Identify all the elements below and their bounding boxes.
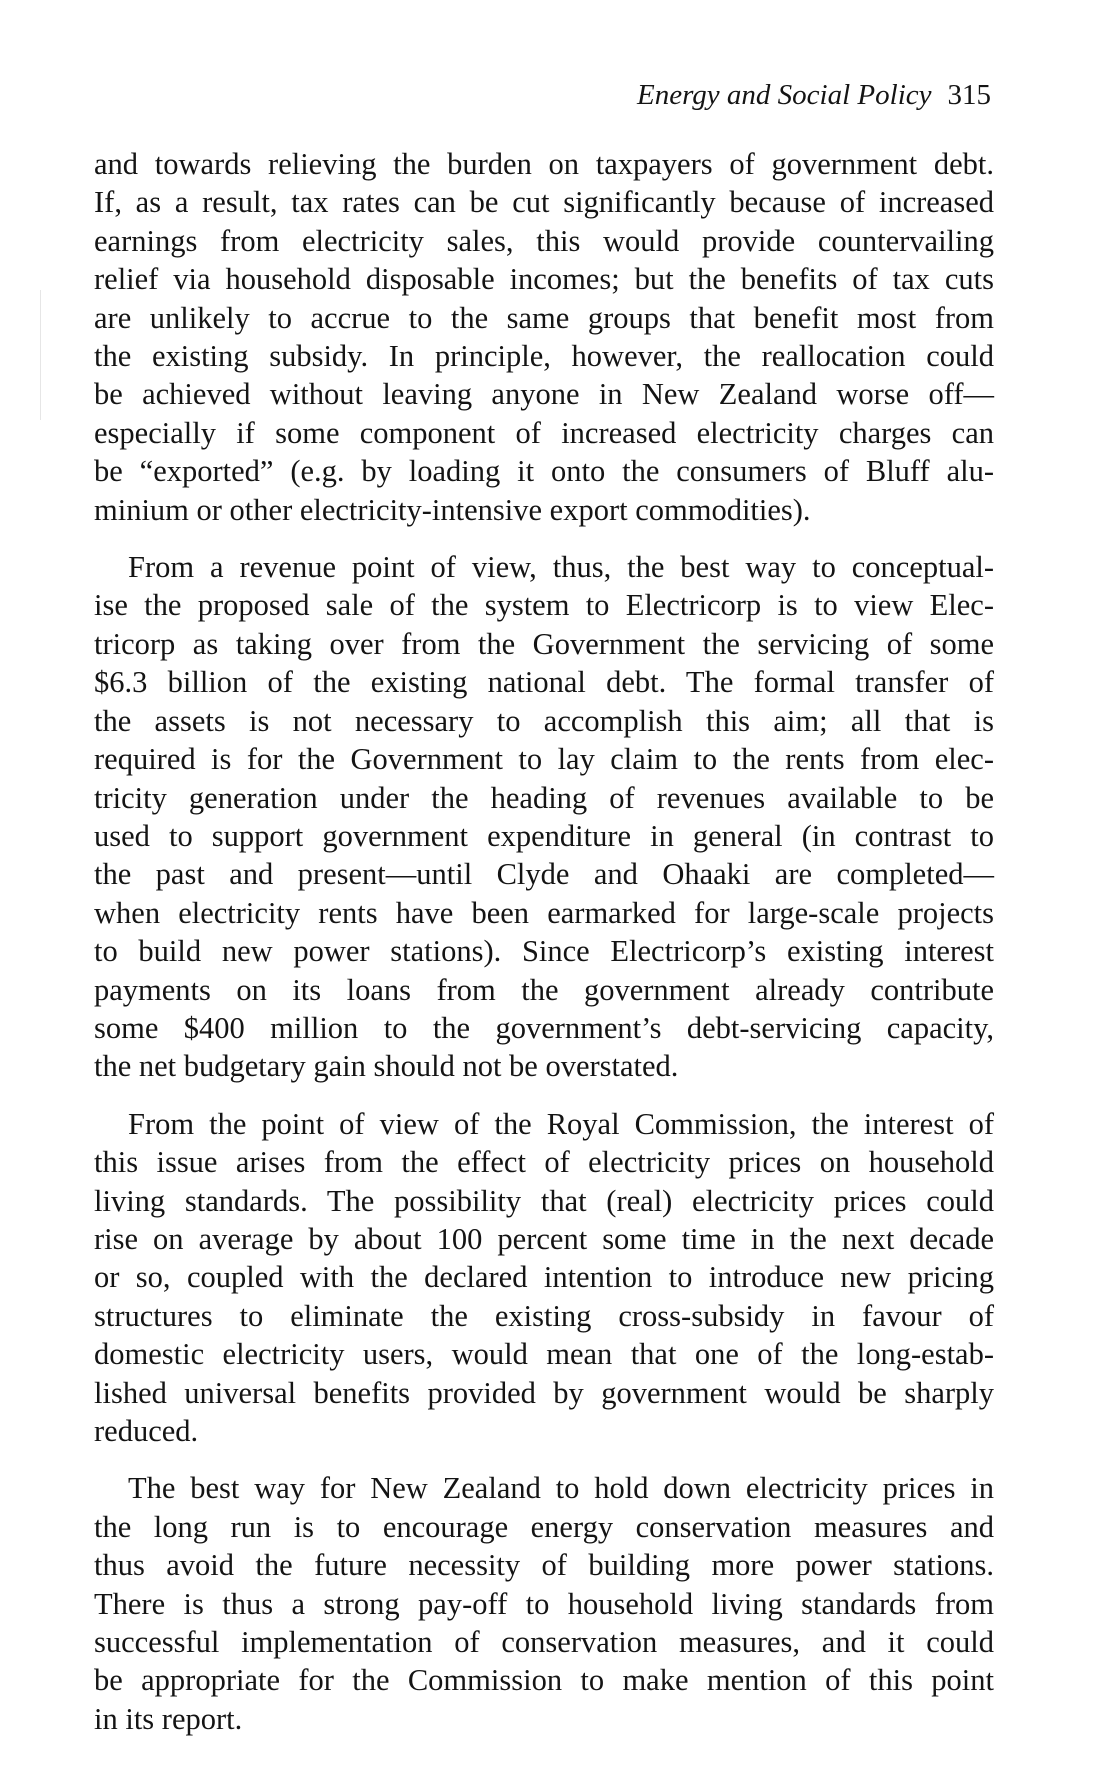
paragraph-line: the past and present—until Clyde and Ohaaki are completed— xyxy=(94,857,994,892)
paragraph-line: when electricity rents have been earmarked for large-scale projects xyxy=(94,895,994,930)
paragraph-line: The best way for New Zealand to hold down electricity prices in xyxy=(128,1471,994,1506)
paragraph-line: the existing subsidy. In principle, however, the reallocation could xyxy=(94,339,994,374)
paragraph-line: be appropriate for the Commission to make mention of this point xyxy=(94,1663,994,1698)
paragraph-line: especially if some component of increased electricity charges can xyxy=(94,415,994,450)
paragraph-line: rise on average by about 100 percent some time in the next decade xyxy=(94,1221,994,1256)
paragraph-line: the assets is not necessary to accomplish this aim; all that is xyxy=(94,703,994,738)
paragraph-line: some $400 million to the government’s debt-servicing capacity, xyxy=(94,1010,994,1045)
paragraph-line: are unlikely to accrue to the same groups that benefit most from xyxy=(94,300,994,335)
paragraph-line: earnings from electricity sales, this would provide countervailing xyxy=(94,223,994,258)
paragraph-line: payments on its loans from the government already contribute xyxy=(94,972,994,1007)
body-text xyxy=(94,145,994,1738)
paragraph-line: this issue arises from the effect of electricity prices on household xyxy=(94,1145,994,1180)
paragraph-line: the net budgetary gain should not be overstated. xyxy=(94,1049,679,1084)
paragraph-line: to build new power stations). Since Electricorp’s existing interest xyxy=(94,934,994,969)
paragraph-line: used to support government expenditure in general (in contrast to xyxy=(94,818,994,853)
margin-mark xyxy=(40,290,41,420)
paragraph-line: tricorp as taking over from the Government the servicing of some xyxy=(94,626,994,661)
paragraph-line: relief via household disposable incomes; but the benefits of tax cuts xyxy=(94,262,994,297)
paragraph-line: be achieved without leaving anyone in New Zealand worse off— xyxy=(94,377,994,412)
paragraph-3 xyxy=(94,1105,994,1451)
paragraph-line: From the point of view of the Royal Commission, the interest of xyxy=(128,1106,994,1141)
paragraph-line: successful implementation of conservation measures, and it could xyxy=(94,1625,994,1660)
running-head-title: Energy and Social Policy xyxy=(637,79,932,111)
paragraph-line: lished universal benefits provided by government would be sharply xyxy=(94,1375,994,1410)
paragraph-line: minium or other electricity-intensive export commodities). xyxy=(94,492,811,527)
paragraph-line: domestic electricity users, would mean that one of the long-estab- xyxy=(94,1337,994,1372)
paragraph-line: structures to eliminate the existing cross-subsidy in favour of xyxy=(94,1298,994,1333)
paragraph-line: living standards. The possibility that (real) electricity prices could xyxy=(94,1183,994,1218)
paragraph-4 xyxy=(94,1469,994,1738)
paragraph-line: If, as a result, tax rates can be cut significantly because of increased xyxy=(94,185,994,220)
paragraph-line: reduced. xyxy=(94,1414,199,1448)
paragraph-line: There is thus a strong pay-off to household living standards from xyxy=(94,1586,994,1621)
paragraph-line: or so, coupled with the declared intention to introduce new pricing xyxy=(94,1260,994,1295)
running-head xyxy=(637,78,991,112)
paragraph-line: $6.3 billion of the existing national debt. The formal transfer of xyxy=(94,665,994,700)
paragraph-line: and towards relieving the burden on taxpayers of government debt. xyxy=(94,147,994,181)
paragraph-line: From a revenue point of view, thus, the best way to conceptual- xyxy=(128,550,994,585)
page-number: 315 xyxy=(947,79,991,111)
paragraph-line: ise the proposed sale of the system to Electricorp is to view Elec- xyxy=(94,588,994,623)
paragraph-line: in its report. xyxy=(94,1701,243,1736)
paragraph-line: thus avoid the future necessity of building more power stations. xyxy=(94,1548,994,1583)
paragraph-line: be “exported” (e.g. by loading it onto the consumers of Bluff alu- xyxy=(94,454,994,489)
paragraph-line: tricity generation under the heading of revenues available to be xyxy=(94,780,994,815)
paragraph-2 xyxy=(94,548,994,1086)
paragraph-line: required is for the Government to lay claim to the rents from elec- xyxy=(94,742,994,777)
paragraph-line: the long run is to encourage energy conservation measures and xyxy=(94,1509,994,1544)
paragraph-1 xyxy=(94,145,994,529)
